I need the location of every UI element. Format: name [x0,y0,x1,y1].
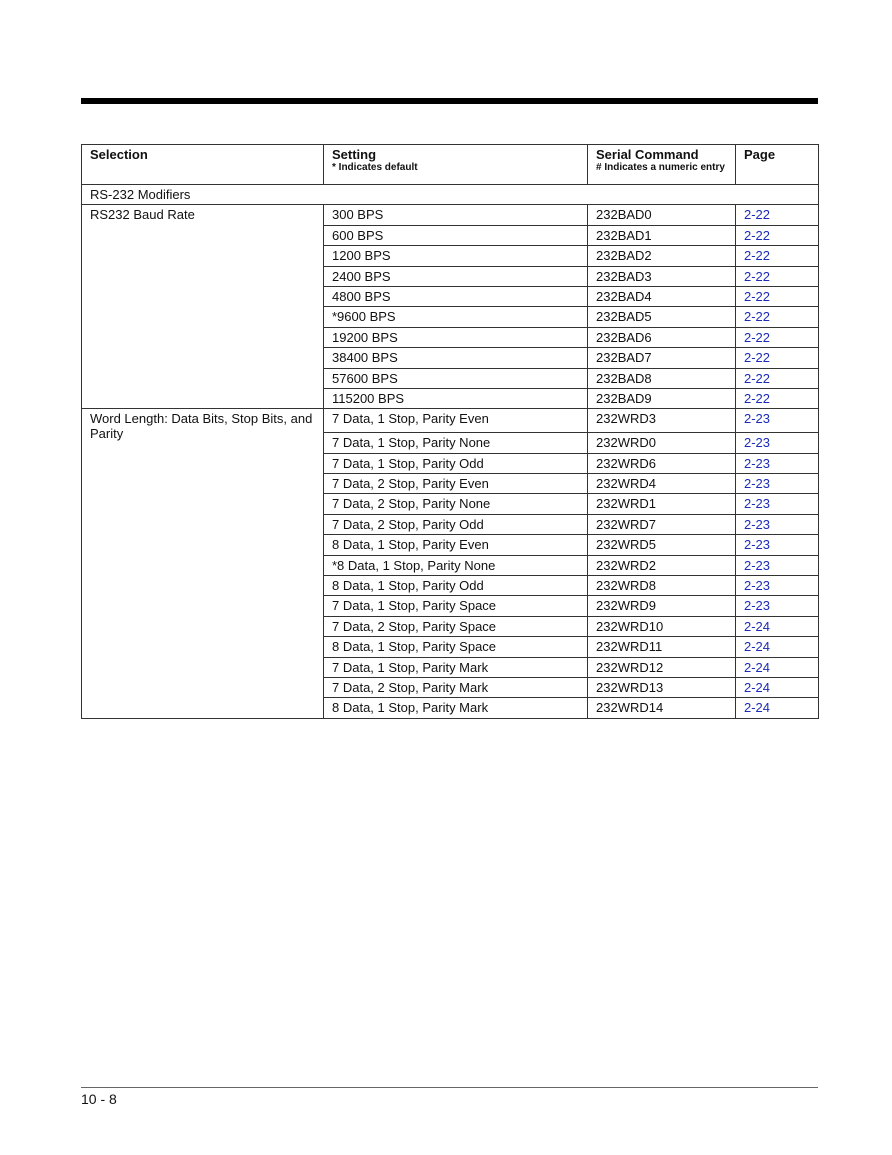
selection-cell: Word Length: Data Bits, Stop Bits, and Parity [82,409,324,718]
serial-command-cell: 232WRD6 [588,453,736,473]
setting-cell: 7 Data, 2 Stop, Parity Space [324,616,588,636]
setting-cell: 7 Data, 2 Stop, Parity Mark [324,677,588,697]
serial-command-cell: 232WRD12 [588,657,736,677]
serial-command-cell: 232WRD8 [588,576,736,596]
setting-cell: 7 Data, 2 Stop, Parity Even [324,474,588,494]
serial-command-cell: 232BAD4 [588,286,736,306]
serial-command-cell: 232WRD4 [588,474,736,494]
page-link[interactable]: 2-24 [736,677,819,697]
setting-cell: 7 Data, 1 Stop, Parity Space [324,596,588,616]
setting-cell: 7 Data, 1 Stop, Parity Even [324,409,588,433]
serial-command-table [81,144,819,719]
setting-cell: 8 Data, 1 Stop, Parity Mark [324,698,588,718]
setting-cell: 7 Data, 1 Stop, Parity Mark [324,657,588,677]
page-link[interactable]: 2-22 [736,327,819,347]
page-link[interactable]: 2-22 [736,205,819,225]
header-setting: Setting * Indicates default [324,145,588,185]
page-link[interactable]: 2-23 [736,494,819,514]
header-page: Page [736,145,819,185]
serial-command-cell: 232BAD8 [588,368,736,388]
setting-default-note: * Indicates default [332,162,418,173]
page-link[interactable]: 2-23 [736,514,819,534]
page-link[interactable]: 2-22 [736,225,819,245]
serial-command-cell: 232BAD1 [588,225,736,245]
header-selection: Selection [82,145,324,185]
table-header-row [82,145,819,185]
setting-cell: 8 Data, 1 Stop, Parity Even [324,535,588,555]
page-link[interactable]: 2-22 [736,307,819,327]
setting-cell: 19200 BPS [324,327,588,347]
page-link[interactable]: 2-23 [736,596,819,616]
setting-cell: *9600 BPS [324,307,588,327]
serial-command-cell: 232BAD5 [588,307,736,327]
serial-command-cell: 232WRD5 [588,535,736,555]
serial-command-cell: 232WRD0 [588,433,736,453]
serial-command-cell: 232WRD10 [588,616,736,636]
top-rule [81,98,818,104]
page-link[interactable]: 2-22 [736,246,819,266]
setting-cell: 1200 BPS [324,246,588,266]
section-row [82,185,819,205]
footer-rule [81,1087,818,1088]
setting-cell: 8 Data, 1 Stop, Parity Space [324,637,588,657]
setting-cell: 2400 BPS [324,266,588,286]
serial-command-cell: 232BAD3 [588,266,736,286]
page-link[interactable]: 2-23 [736,555,819,575]
page-link[interactable]: 2-23 [736,474,819,494]
page-link[interactable]: 2-24 [736,637,819,657]
setting-cell: 7 Data, 1 Stop, Parity None [324,433,588,453]
setting-cell: 38400 BPS [324,348,588,368]
setting-cell: 7 Data, 1 Stop, Parity Odd [324,453,588,473]
serial-command-cell: 232WRD14 [588,698,736,718]
serial-command-cell: 232BAD9 [588,388,736,408]
page-link[interactable]: 2-23 [736,576,819,596]
serial-command-cell: 232BAD7 [588,348,736,368]
setting-cell: 300 BPS [324,205,588,225]
table-row [82,409,819,433]
serial-command-cell: 232WRD13 [588,677,736,697]
serial-command-cell: 232WRD9 [588,596,736,616]
setting-cell: 8 Data, 1 Stop, Parity Odd [324,576,588,596]
setting-cell: 115200 BPS [324,388,588,408]
serial-command-cell: 232WRD1 [588,494,736,514]
serial-command-cell: 232WRD3 [588,409,736,433]
page-link[interactable]: 2-22 [736,286,819,306]
page-link[interactable]: 2-23 [736,409,819,433]
setting-cell: 57600 BPS [324,368,588,388]
setting-cell: 7 Data, 2 Stop, Parity None [324,494,588,514]
section-title: RS-232 Modifiers [82,185,819,205]
setting-cell: 7 Data, 2 Stop, Parity Odd [324,514,588,534]
page-link[interactable]: 2-22 [736,388,819,408]
header-serial-command: Serial Command # Indicates a numeric entry [588,145,736,185]
serial-command-cell: 232BAD2 [588,246,736,266]
page-link[interactable]: 2-22 [736,348,819,368]
page-link[interactable]: 2-24 [736,616,819,636]
page-link[interactable]: 2-24 [736,657,819,677]
serial-numeric-note: # Indicates a numeric entry [596,162,725,173]
serial-command-cell: 232BAD6 [588,327,736,347]
setting-cell: 600 BPS [324,225,588,245]
serial-command-cell: 232WRD11 [588,637,736,657]
page-link[interactable]: 2-23 [736,535,819,555]
serial-command-cell: 232WRD2 [588,555,736,575]
page-link[interactable]: 2-23 [736,453,819,473]
page-number: 10 - 8 [81,1091,117,1107]
serial-command-cell: 232WRD7 [588,514,736,534]
page-link[interactable]: 2-23 [736,433,819,453]
serial-command-cell: 232BAD0 [588,205,736,225]
page-link[interactable]: 2-22 [736,368,819,388]
selection-cell: RS232 Baud Rate [82,205,324,409]
table-row [82,205,819,225]
setting-cell: 4800 BPS [324,286,588,306]
setting-cell: *8 Data, 1 Stop, Parity None [324,555,588,575]
page-link[interactable]: 2-24 [736,698,819,718]
page-link[interactable]: 2-22 [736,266,819,286]
